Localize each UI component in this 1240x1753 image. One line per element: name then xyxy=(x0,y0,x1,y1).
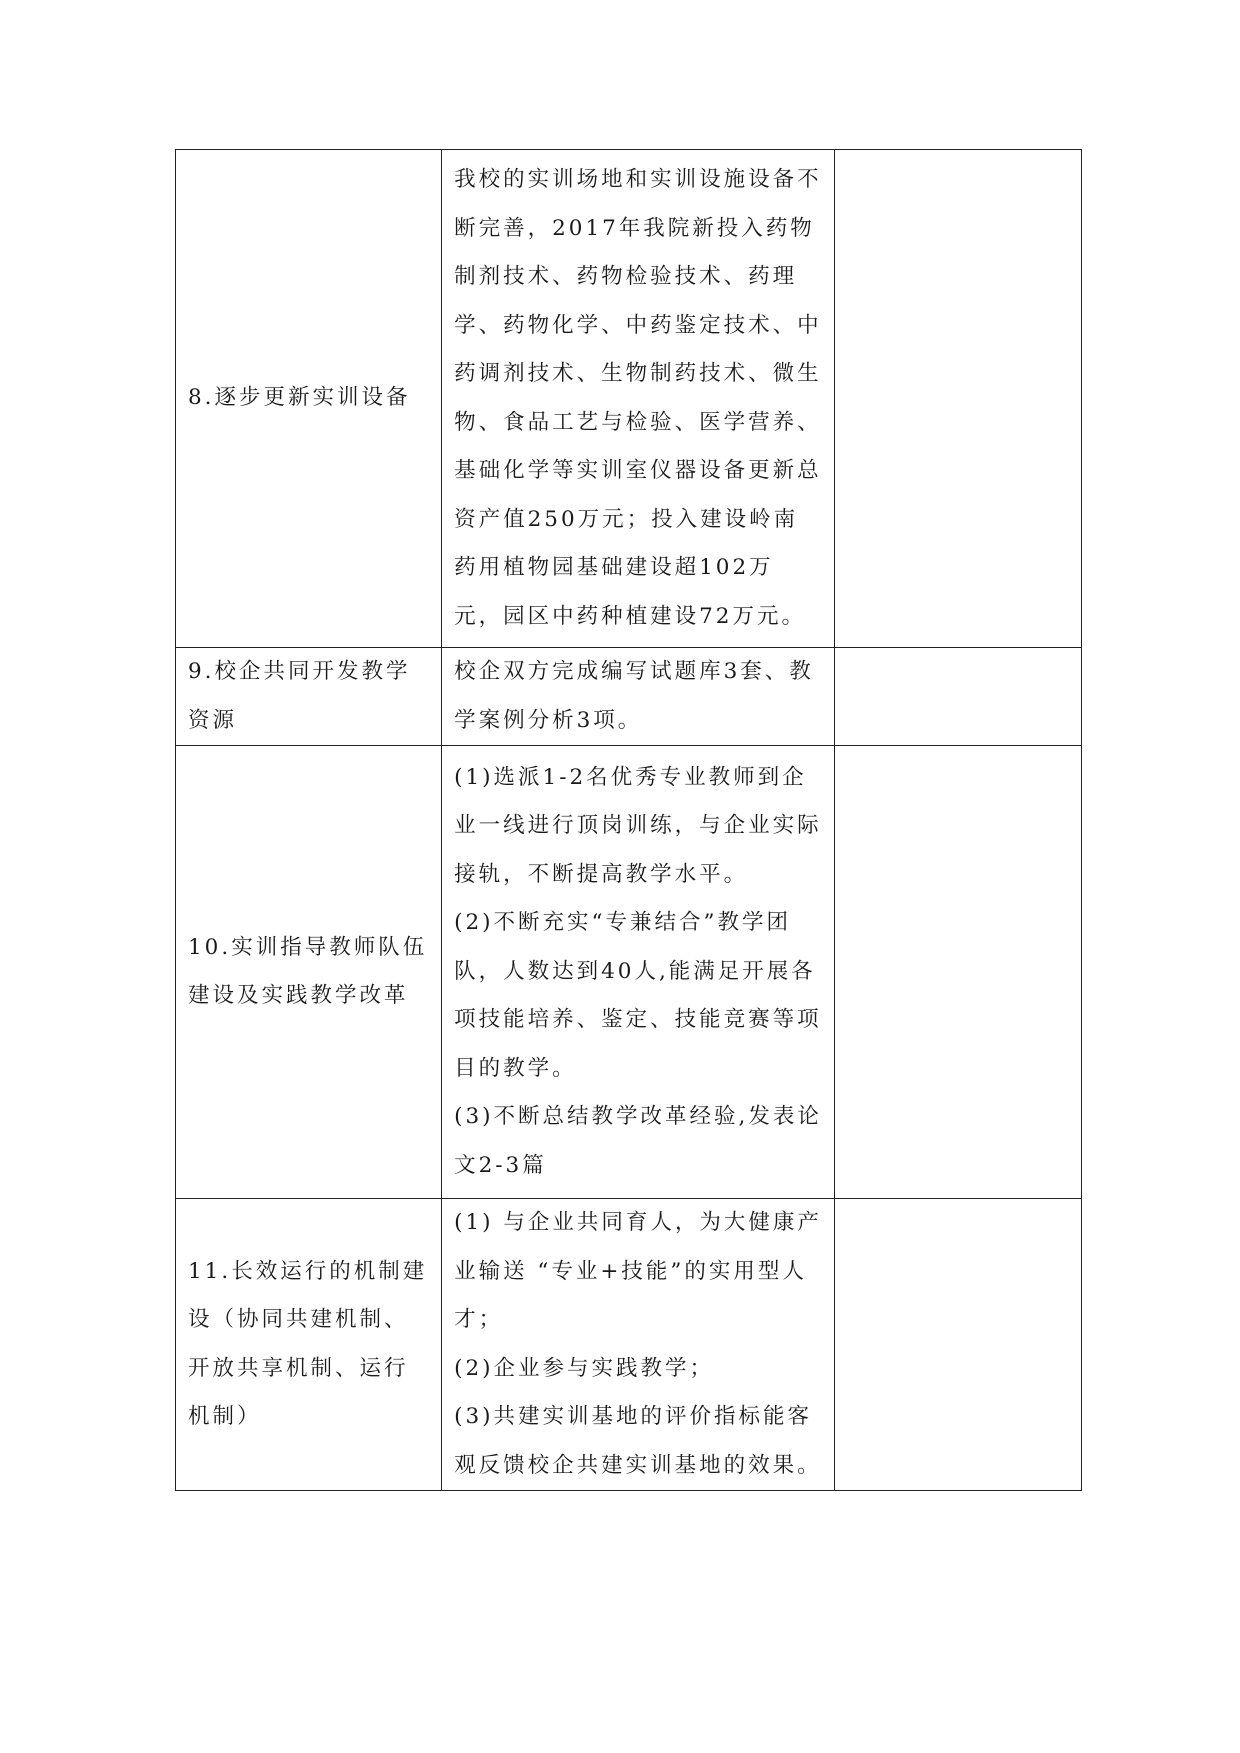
content-paragraph: (3)共建实训基地的评价指标能客观反馈校企共建实训基地的效果。 xyxy=(454,1404,822,1478)
content-cell xyxy=(442,1199,835,1491)
content-paragraph: (2)企业参与实践教学； xyxy=(454,1355,715,1381)
item-cell: 9.校企共同开发教学资源 xyxy=(176,648,442,746)
content-paragraph: (3)不断总结教学改革经验,发表论文2-3篇 xyxy=(454,1104,822,1178)
item-cell: 10.实训指导教师队伍建设及实践教学改革 xyxy=(176,746,442,1199)
item-cell: 8.逐步更新实训设备 xyxy=(176,150,442,648)
content-cell xyxy=(442,150,835,648)
content-cell xyxy=(442,746,835,1199)
content-paragraph: (1)选派1-2名优秀专业教师到企业一线进行顶岗训练，与企业实际接轨，不断提高教学水平。 xyxy=(454,764,822,887)
content-paragraph: (1) 与企业共同育人，为大健康产业输送 “专业+技能”的实用型人才； xyxy=(454,1210,822,1332)
notes-cell xyxy=(834,1199,1081,1491)
content-paragraph: (2)不断充实“专兼结合”教学团队，人数达到40人,能满足开展各项技能培养、鉴定、技能竞赛等项目的教学。 xyxy=(454,910,822,1081)
table-row xyxy=(176,150,1082,648)
content-paragraph: 校企双方完成编写试题库3套、教学案例分析3项。 xyxy=(454,659,814,733)
table-row xyxy=(176,746,1082,1199)
table-row xyxy=(176,648,1082,746)
content-cell xyxy=(442,648,835,746)
item-cell: 11.长效运行的机制建设（协同共建机制、开放共享机制、运行机制） xyxy=(176,1199,442,1491)
notes-cell xyxy=(834,746,1081,1199)
table-row xyxy=(176,1199,1082,1491)
notes-cell xyxy=(834,150,1081,648)
notes-cell xyxy=(834,648,1081,746)
content-paragraph: 我校的实训场地和实训设施设备不断完善，2017年我院新投入药物制剂技术、药物检验技术、药理学、药物化学、中药鉴定技术、中药调剂技术、生物制药技术、微生物、食品工艺与检验、医学营养、基础化学等实训室仪器设备更新总资产值250万元；投入建设岭南药用植物园基础建设超102万元，园区中药种植建设72万元。 xyxy=(454,167,822,629)
measures-table xyxy=(175,149,1082,1491)
